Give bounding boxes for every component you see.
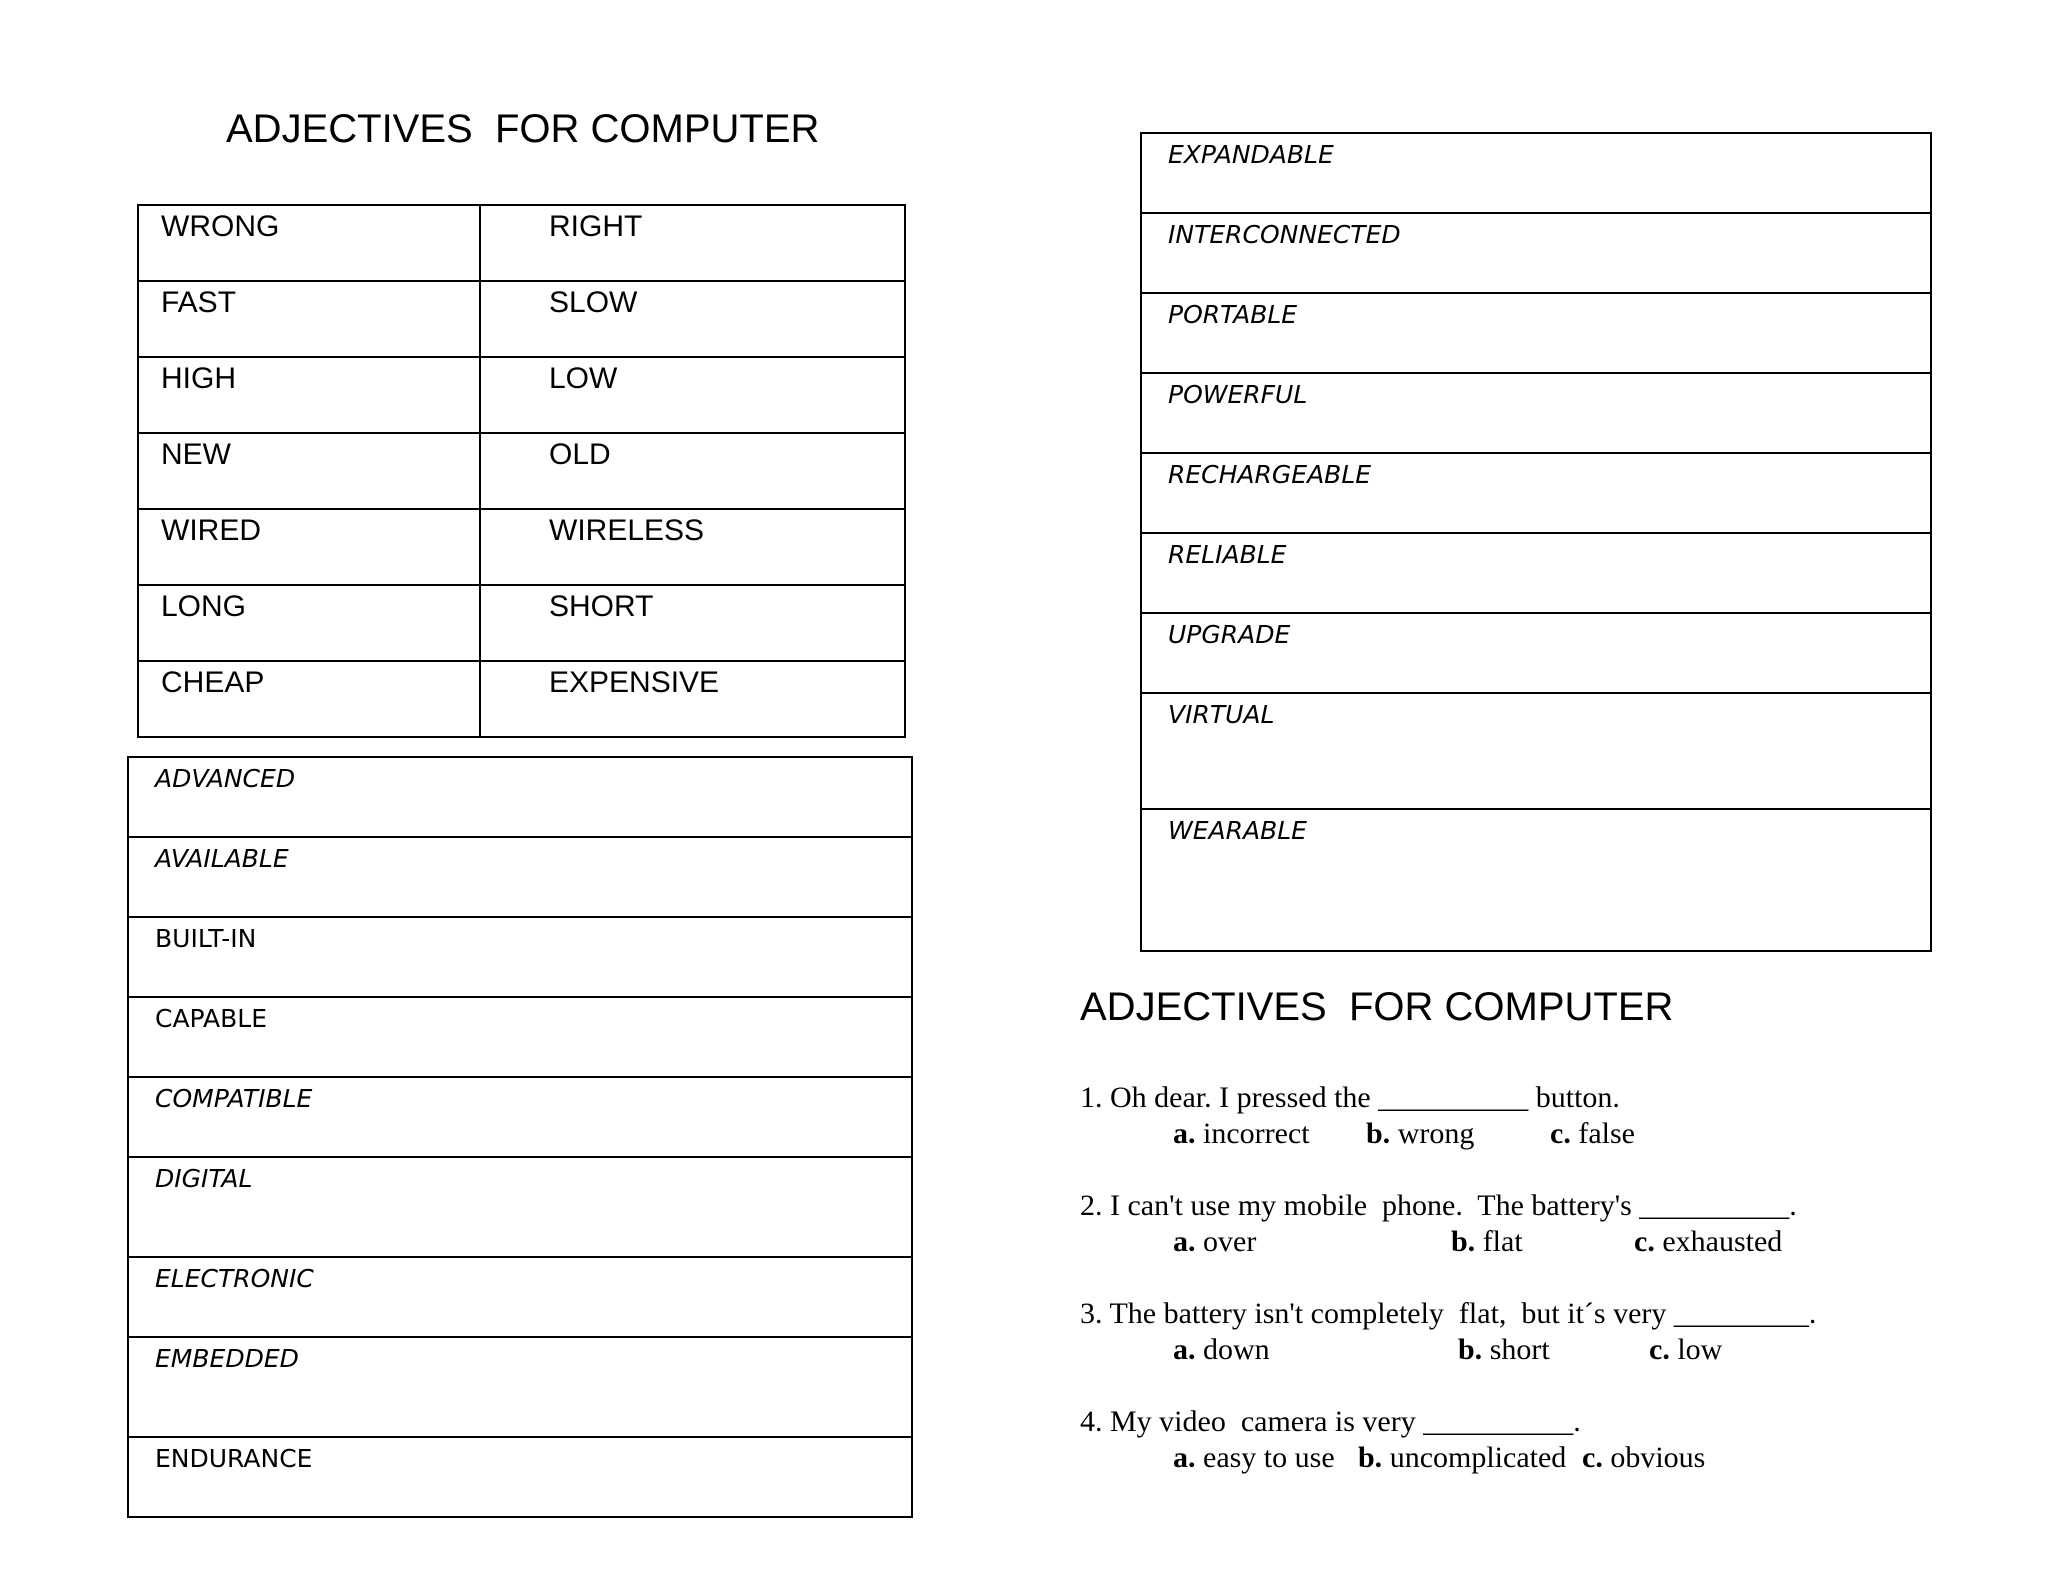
option-letter: a.	[1173, 1117, 1196, 1150]
question-stem: 1. Oh dear. I pressed the __________ button.	[1080, 1081, 1620, 1114]
quiz	[1080, 1080, 1980, 1512]
word-cell: POWERFUL	[1141, 373, 1931, 453]
question	[1080, 1188, 1980, 1260]
word-cell: COMPATIBLE	[128, 1077, 912, 1157]
table-row	[138, 281, 905, 357]
table-row	[128, 917, 912, 997]
question	[1080, 1296, 1980, 1368]
option-letter: c.	[1634, 1225, 1655, 1258]
table-row	[1141, 293, 1931, 373]
table-row	[1141, 373, 1931, 453]
word-cell: INTERCONNECTED	[1141, 213, 1931, 293]
option-letter: c.	[1649, 1333, 1670, 1366]
option	[1582, 1440, 1705, 1476]
option-text: short	[1489, 1333, 1550, 1366]
table-row	[128, 1157, 912, 1257]
table-row	[128, 1077, 912, 1157]
table-row	[128, 837, 912, 917]
option-letter: c.	[1582, 1441, 1603, 1474]
word-cell: EXPANDABLE	[1141, 133, 1931, 213]
word-cell: DIGITAL	[128, 1157, 912, 1257]
table-row	[1141, 613, 1931, 693]
word-cell: BUILT-IN	[128, 917, 912, 997]
word-cell: UPGRADE	[1141, 613, 1931, 693]
table-row	[128, 997, 912, 1077]
option-letter: a.	[1173, 1441, 1196, 1474]
table-row	[1141, 453, 1931, 533]
table-row	[1141, 213, 1931, 293]
question-options	[1080, 1224, 1980, 1260]
option	[1451, 1224, 1634, 1260]
option	[1550, 1116, 1635, 1152]
option	[1458, 1332, 1649, 1368]
table-row	[128, 1437, 912, 1517]
opposite-cell: SLOW	[480, 281, 905, 357]
option-letter: a.	[1173, 1225, 1196, 1258]
adjective-cell: LONG	[138, 585, 480, 661]
table-row	[128, 757, 912, 837]
question	[1080, 1404, 1980, 1476]
word-cell: VIRTUAL	[1141, 693, 1931, 809]
question	[1080, 1080, 1980, 1152]
word-cell: PORTABLE	[1141, 293, 1931, 373]
option	[1366, 1116, 1550, 1152]
adjective-cell: NEW	[138, 433, 480, 509]
option	[1173, 1116, 1366, 1152]
option-text: wrong	[1397, 1117, 1475, 1150]
option	[1649, 1332, 1722, 1368]
adjective-cell: HIGH	[138, 357, 480, 433]
option-text: low	[1677, 1333, 1723, 1366]
word-cell: EMBEDDED	[128, 1337, 912, 1437]
adjective-cell: WIRED	[138, 509, 480, 585]
option-text: obvious	[1610, 1441, 1706, 1474]
question-options	[1080, 1440, 1980, 1476]
table-row	[1141, 533, 1931, 613]
table-row	[138, 509, 905, 585]
question-stem: 4. My video camera is very __________.	[1080, 1405, 1581, 1438]
table-row	[138, 205, 905, 281]
option-text: false	[1578, 1117, 1635, 1150]
opposite-cell: WIRELESS	[480, 509, 905, 585]
adjective-cell: WRONG	[138, 205, 480, 281]
word-cell: ENDURANCE	[128, 1437, 912, 1517]
option	[1173, 1440, 1358, 1476]
option	[1634, 1224, 1782, 1260]
vocabulary-table-left	[127, 756, 913, 1518]
word-cell: ADVANCED	[128, 757, 912, 837]
option	[1173, 1332, 1458, 1368]
vocabulary-table-right	[1140, 132, 1932, 952]
table-row	[128, 1257, 912, 1337]
word-cell: RELIABLE	[1141, 533, 1931, 613]
opposite-cell: EXPENSIVE	[480, 661, 905, 737]
adjective-cell: CHEAP	[138, 661, 480, 737]
left-title: ADJECTIVES FOR COMPUTER	[226, 107, 820, 151]
option	[1173, 1224, 1451, 1260]
opposite-cell: RIGHT	[480, 205, 905, 281]
opposite-cell: LOW	[480, 357, 905, 433]
question-options	[1080, 1116, 1980, 1152]
question-stem: 3. The battery isn't completely flat, but it´s very _________.	[1080, 1297, 1817, 1330]
option-text: exhausted	[1662, 1225, 1783, 1258]
table-row	[138, 661, 905, 737]
table-row	[1141, 133, 1931, 213]
table-row	[138, 585, 905, 661]
word-cell: CAPABLE	[128, 997, 912, 1077]
option-text: flat	[1482, 1225, 1523, 1258]
word-cell: ELECTRONIC	[128, 1257, 912, 1337]
option-text: over	[1203, 1225, 1257, 1258]
option-letter: b.	[1358, 1441, 1383, 1474]
question-stem: 2. I can't use my mobile phone. The battery's __________.	[1080, 1189, 1797, 1222]
right-title: ADJECTIVES FOR COMPUTER	[1080, 985, 1674, 1029]
adjective-cell: FAST	[138, 281, 480, 357]
word-cell: AVAILABLE	[128, 837, 912, 917]
table-row	[128, 1337, 912, 1437]
table-row	[1141, 693, 1931, 809]
option-text: incorrect	[1203, 1117, 1310, 1150]
option-letter: b.	[1366, 1117, 1391, 1150]
word-cell: RECHARGEABLE	[1141, 453, 1931, 533]
table-row	[138, 357, 905, 433]
option	[1358, 1440, 1582, 1476]
option-letter: a.	[1173, 1333, 1196, 1366]
opposite-cell: OLD	[480, 433, 905, 509]
opposite-cell: SHORT	[480, 585, 905, 661]
option-text: down	[1203, 1333, 1270, 1366]
option-text: easy to use	[1203, 1441, 1335, 1474]
table-row	[1141, 809, 1931, 951]
opposites-table	[137, 204, 906, 738]
table-row	[138, 433, 905, 509]
question-options	[1080, 1332, 1980, 1368]
option-letter: b.	[1451, 1225, 1476, 1258]
option-letter: c.	[1550, 1117, 1571, 1150]
option-text: uncomplicated	[1389, 1441, 1567, 1474]
word-cell: WEARABLE	[1141, 809, 1931, 951]
option-letter: b.	[1458, 1333, 1483, 1366]
